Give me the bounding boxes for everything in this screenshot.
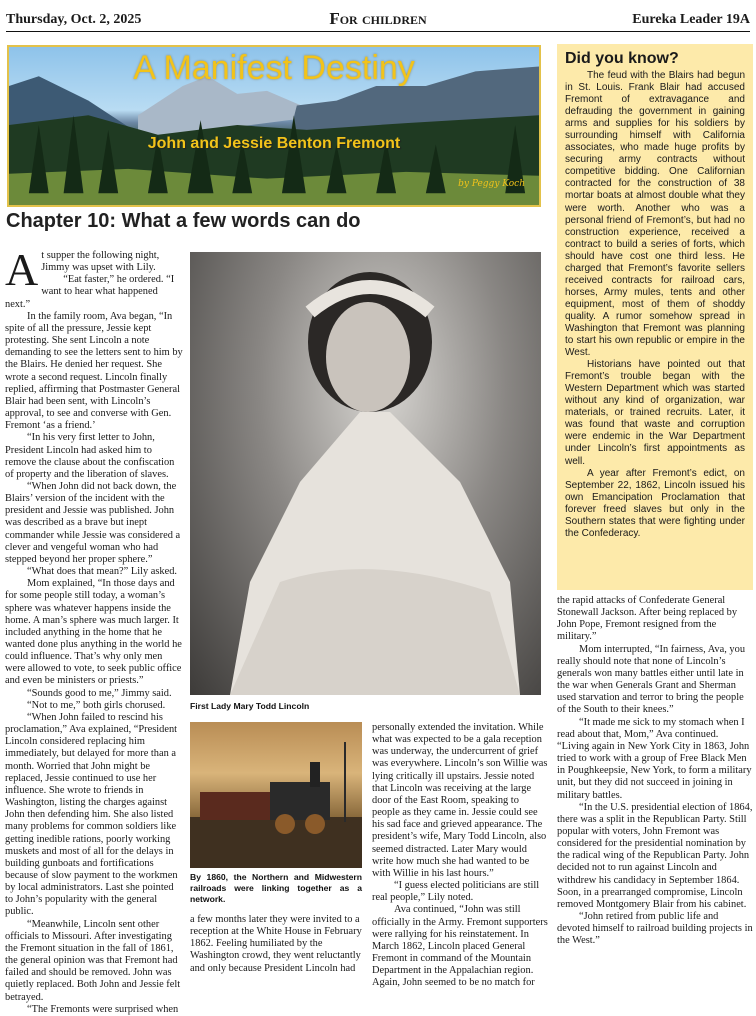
title-banner xyxy=(7,45,541,207)
paragraph: Mom explained, “In those days and for some people still today, a woman’s sphere was whatever happens inside the home. A man’s sphere was much larger. It included anything in the home that he wanted done plus anything in the world he could influence. That’s why only men were allowed to vote, to seek public office and even be ministers or priests.” xyxy=(5,578,182,687)
did-you-know-sidebar xyxy=(557,44,753,590)
sidebar-paragraph: Historians have pointed out that Fremont’s trouble began with the Western Department which was started without any kind of organization, war materials, or trained recruits. Later, it was found that waste and corruption were endemic in the War Department under Lincoln’s first appointments as well. xyxy=(565,359,745,467)
paragraph: “John retired from public life and devoted himself to railroad building projects in the West.” xyxy=(557,911,753,947)
drop-cap: A xyxy=(5,244,39,295)
paragraph: Mom interrupted, “In fairness, Ava, you really should note that none of Lincoln’s generals won many battles either until late in the war when Generals Grant and Sherman used starvation and terror to bring the people of the South to their knees.” xyxy=(557,643,746,716)
author-byline: by Peggy Koch xyxy=(458,179,525,189)
article-column-3 xyxy=(372,722,548,989)
paragraph: a few months later they were invited to a reception at the White House in February 1862. Feeling humiliated by the Washington crowd, they went reluctantly and only because President Lincoln had xyxy=(190,914,362,974)
article-column-4 xyxy=(557,595,753,948)
paragraph: “I guess elected politicians are still real people,” Lily noted. xyxy=(372,880,540,904)
train-painting xyxy=(190,722,362,868)
paragraph: “Eat faster,” he ordered. “I want to hear what happened next.” xyxy=(5,274,175,310)
banner-subtitle: John and Jessie Benton Fremont xyxy=(147,135,401,152)
chapter-title: Chapter 10: What a few words can do xyxy=(6,210,361,232)
issue-date: Thursday, Oct. 2, 2025 xyxy=(6,12,142,27)
sidebar-paragraph: The feud with the Blairs had begun in St. Louis. Frank Blair had accused Fremont of extravagance and defrauding the government in gaining arms and supplies for his soldiers by surrounding himself with California associates, who made huge profits by securing army contracts without competitive bidding. One Californian contracted for the construction of 38 mortar boats at almost double what they were worth. Another who was a personal friend of Fremont’s, but had no construction experience, received a contract to build a series of forts, which should have cost one third less. He charged that Fremont’s favorite sellers received contracts for railroad cars, horses, Army mules, tents and other equipment, most of them of shoddy quality. A rumor somehow spread in Washington that Fremont was planning to start his own republic or empire in the West. xyxy=(565,70,745,359)
section-name: For children xyxy=(329,9,427,28)
paragraph: the rapid attacks of Confederate General Stonewall Jackson. After being replaced by John Pope, Fremont resigned from the military.” xyxy=(557,595,738,643)
paragraph: “It made me sick to my stomach when I read about that, Mom,” Ava continued. “Living again in New York City in 1863, John tried to work with a group of Free Black Men in Poughkeepsie, New York, to form a military unit, but they did not succeed in joining in military battles. xyxy=(557,716,752,801)
paragraph: “What does that mean?” Lily asked. xyxy=(27,566,178,578)
paragraph: “Not to me,” both girls chorused. xyxy=(27,699,166,711)
paragraph: At supper the following night, Jimmy was upset with Lily. xyxy=(5,244,160,295)
paragraph: “Meanwhile, Lincoln sent other officials to Missouri. After investigating the Fremont situation in the fall of 1861, the general opinion was that Fremont had failed and should be removed. John was quietly replaced. Both John and Jessie felt betrayed. xyxy=(5,918,181,1003)
sidebar-title: Did you know? xyxy=(565,50,679,67)
paragraph: “When John did not back down, the Blairs’ version of the incident with the president and Jessie was published. John was described as a brave but inept commander while Jessie was considered a clever and vengeful woman who had stepped beyond her proper sphere.” xyxy=(5,480,181,565)
article-column-2 xyxy=(190,914,362,975)
paragraph: “In the U.S. presidential election of 1864, there was a split in the Republican Party. Still popular with voters, John Fremont was considered for the presidential nomination by the radical wing of the Republican Party. John decided not to run against Lincoln and withdrew his candidacy in September 1864. Soon, in a prearranged compromise, Lincoln removed Montgomery Blair from his cabinet. xyxy=(557,801,753,910)
paragraph: personally extended the invitation. While what was expected to be a gala reception was underway, the undercurrent of grief was everywhere. Lincoln’s son Willie was lying critically ill upstairs. Jessie noted that Lincoln was receiving at the large door of the East Room, speaking to people as they came in. Jessie could see his sad face and grieved appearance. The president’s wife, Mary Todd Lincoln, also seemed distracted. Later Mary would write how much she had wanted to be with Willie in his last hours.” xyxy=(372,722,548,879)
article-column-1 xyxy=(5,244,183,1016)
paragraph: “The Fremonts were surprised when xyxy=(27,1003,179,1015)
banner-title: A Manifest Destiny xyxy=(133,49,415,87)
paragraph: “Sounds good to me,” Jimmy said. xyxy=(27,687,172,699)
paragraph: In the family room, Ava began, “In spite of all the pressure, Jessie kept protesting. She sent Lincoln a note demanding to see the letters sent to him by the Blairs. He denied her request. She wrote a second request. Lincoln finally replied, affirming that Postmaster General Blair had been sent, with Lincoln’s approval, to see and converse with Gen. Fremont ‘as a friend.’ xyxy=(5,310,183,432)
paragraph: Ava continued, “John was still officially in the Army. Fremont supporters were rallying for his reinstatement. In March 1862, Lincoln placed General Fremont in command of the Mountain Department in the Appalachian region. Again, John seemed to be no match for xyxy=(372,904,548,989)
paragraph: “When John failed to rescind his proclamation,” Ava explained, “President Lincoln considered replacing him immediately, but delayed for more than a month. Worried that John might be replaced, Jessie continued to use her influence. She wrote to friends in Washington, listing the charges against John then defending him. She also listed many problems for common soldiers like getting inedible rations, poorly working muskets and most of all for the delays in building gunboats and fortifications because of slow payment to the workmen by local administrators. Last she pointed to John’s popularity with the general public. xyxy=(5,711,178,918)
mary-todd-lincoln-photo xyxy=(190,252,541,695)
page-header xyxy=(6,8,750,32)
photo-caption: First Lady Mary Todd Lincoln xyxy=(190,701,310,711)
paragraph: “In his very first letter to John, President Lincoln had asked him to remove the clause about the confiscation of property and the liberation of slaves. xyxy=(5,432,175,480)
sidebar-paragraph: A year after Fremont’s edict, on September 22, 1862, Lincoln issued his own Emancipation Proclamation that forever freed slaves but only in the Southern states that were fighting under the Confederacy. xyxy=(565,467,745,539)
paper-page: Eureka Leader 19A xyxy=(632,12,750,27)
train-caption: By 1860, the Northern and Midwestern railroads were linking together as a network. xyxy=(190,872,362,904)
